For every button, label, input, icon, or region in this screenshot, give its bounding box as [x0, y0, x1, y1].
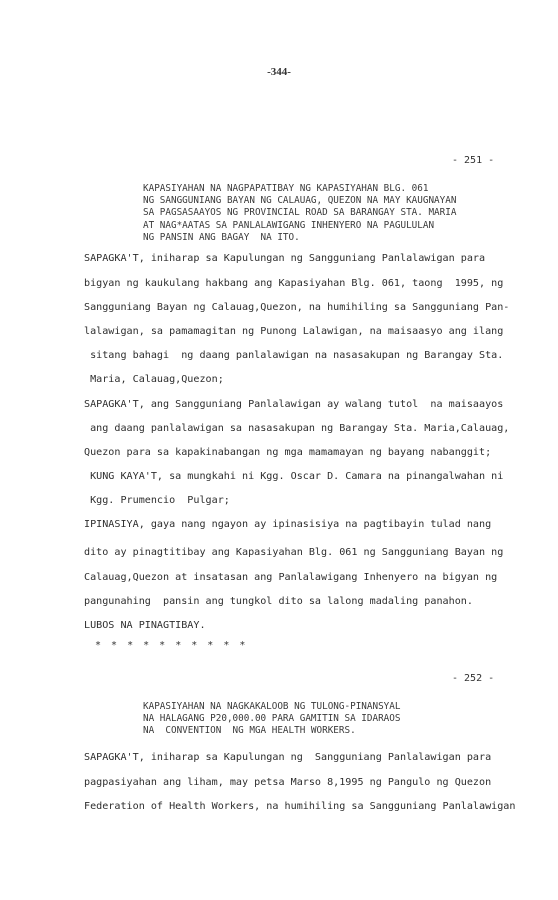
body-line: SAPAGKA'T, iniharap sa Kapulungan ng Sangguniang Panlalawigan para	[84, 752, 492, 763]
title-line: AT NAG*AATAS SA PANLALAWIGANG INHENYERO NA PAGULULAN	[143, 219, 435, 231]
body-line: KUNG KAYA'T, sa mungkahi ni Kgg. Oscar D. Camara na pinangalwahan ni	[84, 471, 504, 482]
body-line: IPINASIYA, gaya nang ngayon ay ipinasisiya na pagtibayin tulad nang	[84, 519, 492, 530]
body-line: sitang bahagi ng daang panlalawigan na nasasakupan ng Barangay Sta.	[84, 350, 504, 361]
body-line: SAPAGKA'T, iniharap sa Kapulungan ng Sangguniang Panlalawigan para	[84, 253, 486, 264]
page-number: -344-	[267, 66, 291, 78]
resolution-251-title	[143, 183, 456, 244]
title-line: KAPASIYAHAN NA NAGKAKALOOB NG TULONG-PINANSYAL	[143, 701, 401, 712]
title-line: NA HALAGANG P20,000.00 PARA GAMITIN SA IDARAOS	[143, 713, 401, 725]
body-line: LUBOS NA PINAGTIBAY.	[84, 620, 206, 631]
title-line: NA CONVENTION NG MGA HEALTH WORKERS.	[143, 725, 356, 737]
title-line: KAPASIYAHAN NA NAGPAPATIBAY NG KAPASIYAHAN BLG. 061	[143, 183, 429, 194]
title-line: NG SANGGUNIANG BAYAN NG CALAUAG, QUEZON NA MAY KAUGNAYAN	[143, 195, 457, 207]
body-line: Maria, Calauag,Quezon;	[84, 374, 224, 385]
body-line: Federation of Health Workers, na humihiling sa Sangguniang Panlalawigan	[84, 801, 516, 812]
body-line: pangunahing pansin ang tungkol dito sa lalong madaling panahon.	[84, 596, 473, 607]
body-line: Calauag,Quezon at insatasan ang Panlalawigang Inhenyero na bigyan ng	[84, 572, 498, 583]
resolution-252-number: - 252 -	[452, 673, 495, 684]
separator-stars: * * * * * * * * * *	[95, 640, 248, 651]
body-line: pagpasiyahan ang liham, may petsa Marso 8,1995 ng Pangulo ng Quezon	[84, 777, 492, 788]
body-line: Sangguniang Bayan ng Calauag,Quezon, na humihiling sa Sangguniang Pan-	[84, 302, 510, 313]
body-line: Quezon para sa kapakinabangan ng mga mamamayan ng bayang nabanggit;	[84, 447, 492, 458]
body-line: SAPAGKA'T, ang Sangguniang Panlalawigan ay walang tutol na maisaayos	[84, 399, 504, 410]
body-line: bigyan ng kaukulang hakbang ang Kapasiyahan Blg. 061, taong 1995, ng	[84, 278, 504, 289]
body-line: Kgg. Prumencio Pulgar;	[84, 495, 230, 506]
title-line: SA PAGSASAAYOS NG PROVINCIAL ROAD SA BARANGAY STA. MARIA	[143, 207, 457, 219]
resolution-251-number: - 251 -	[452, 155, 495, 166]
body-line: ang daang panlalawigan sa nasasakupan ng Barangay Sta. Maria,Calauag,	[84, 423, 510, 434]
body-line: lalawigan, sa pamamagitan ng Punong Lalawigan, na maisaasyo ang ilang	[84, 326, 504, 337]
resolution-252-title	[143, 701, 400, 738]
body-line: dito ay pinagtitibay ang Kapasiyahan Blg. 061 ng Sangguniang Bayan ng	[84, 547, 504, 558]
title-line: NG PANSIN ANG BAGAY NA ITO.	[143, 231, 300, 243]
